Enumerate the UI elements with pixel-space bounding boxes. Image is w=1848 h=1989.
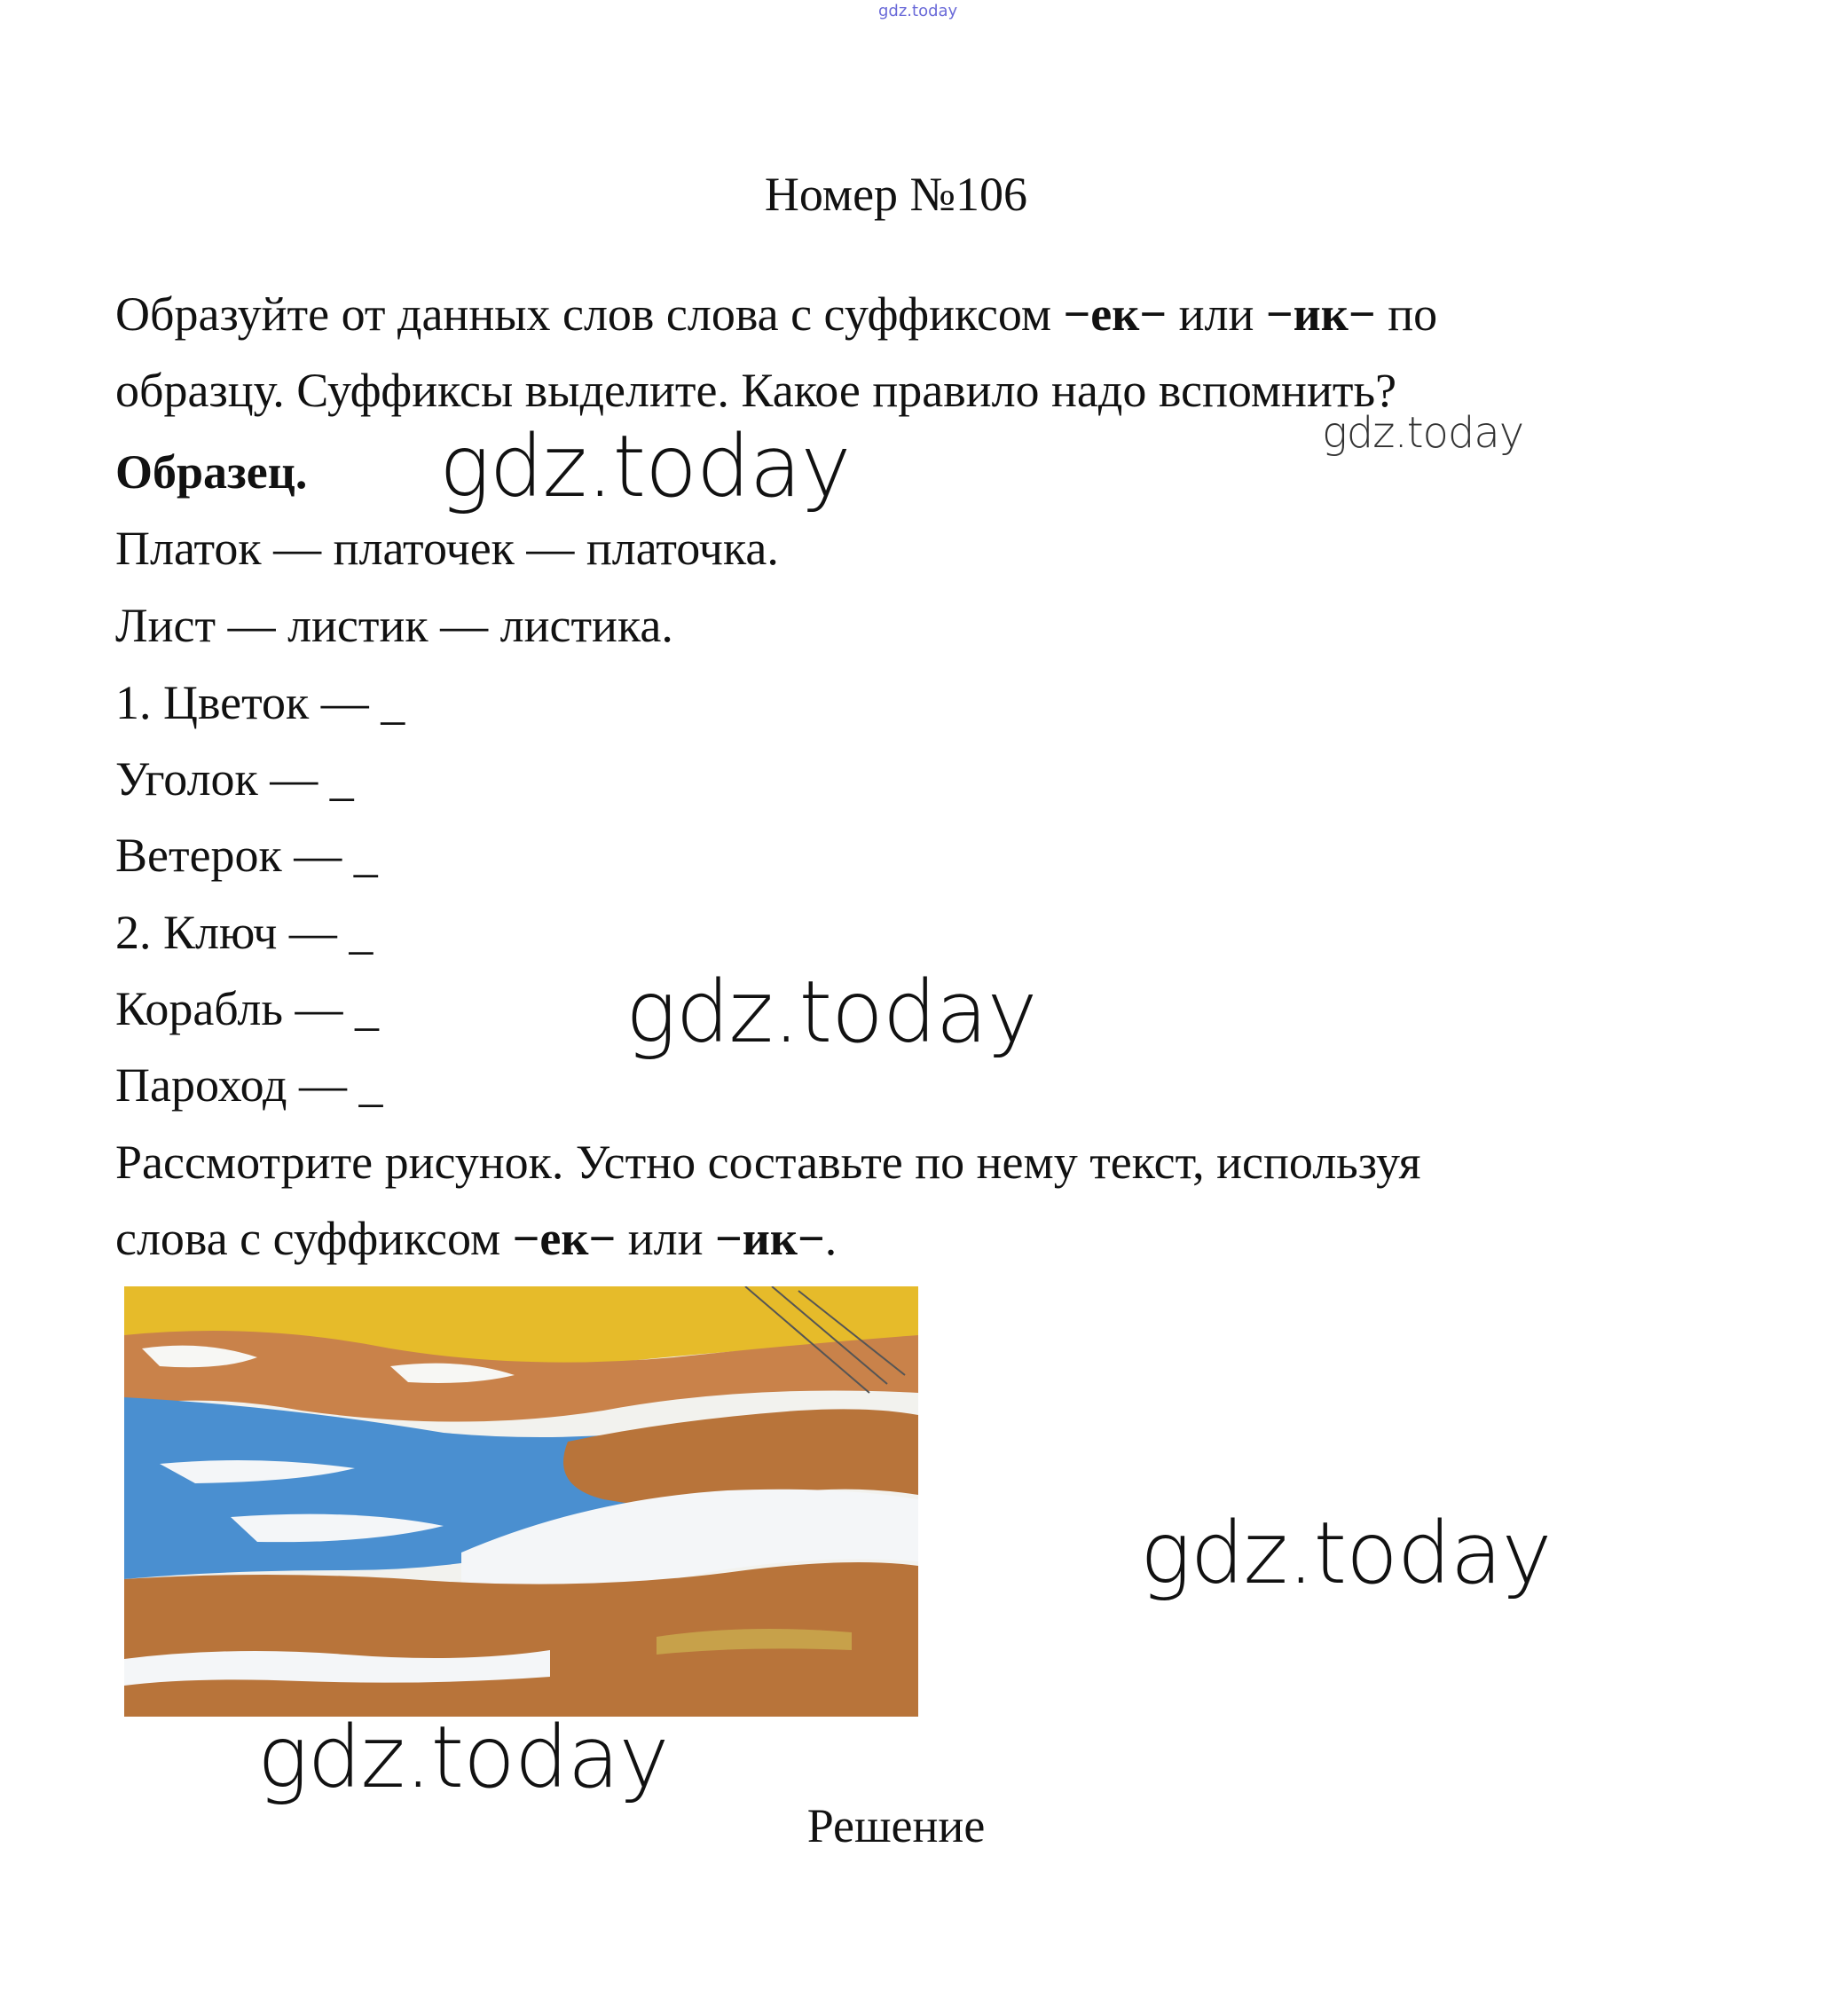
task-text: Образуйте от данных слов слова с суффиксом (115, 287, 1064, 341)
exercise-row-4: 2. Ключ — _ (115, 906, 374, 959)
suffix-ik: −ик− (1265, 287, 1376, 341)
task2-end: . (824, 1212, 837, 1265)
sample-row-2: Лист — листик — листика. (115, 599, 673, 652)
task-or: или (1167, 287, 1266, 341)
landscape-illustration (124, 1286, 918, 1717)
watermark-1: gdz.today (439, 417, 851, 516)
task-text-end: по (1375, 287, 1438, 341)
exercise-row-2: Уголок — _ (115, 752, 354, 806)
watermark-5: gdz.today (257, 1708, 669, 1807)
suffix-ek: −ек− (1063, 287, 1168, 341)
exercise-row-3: Ветерок — _ (115, 829, 378, 882)
top-watermark: gdz.today (878, 2, 958, 20)
task2-or: или (616, 1212, 715, 1265)
task-line-1 (115, 287, 1437, 341)
sample-label (115, 445, 307, 499)
watermark-2: gdz.today (1322, 408, 1524, 458)
watermark-3: gdz.today (625, 963, 1037, 1062)
exercise-row-1: 1. Цветок — _ (115, 676, 405, 729)
exercise-row-5: Корабль — _ (115, 982, 379, 1035)
task2-line-1: Рассмотрите рисунок. Устно составьте по нему текст, используя (115, 1136, 1421, 1189)
suffix-ik-2: −ик− (714, 1212, 825, 1265)
suffix-ek-2: −ек− (512, 1212, 617, 1265)
watermark-4: gdz.today (1140, 1504, 1552, 1603)
exercise-row-6: Пароход — _ (115, 1058, 383, 1112)
task2-text: слова с суффиксом (115, 1212, 513, 1265)
task-line-2: образцу. Суффиксы выделите. Какое правило надо вспомнить? (115, 364, 1397, 417)
solution-label: Решение (806, 1799, 986, 1852)
sample-label-text: Образец. (115, 445, 308, 499)
task2-line-2 (115, 1212, 837, 1265)
page-title: Номер №106 (764, 168, 1028, 221)
sample-row-1: Платок — платочек — платочка. (115, 522, 779, 575)
